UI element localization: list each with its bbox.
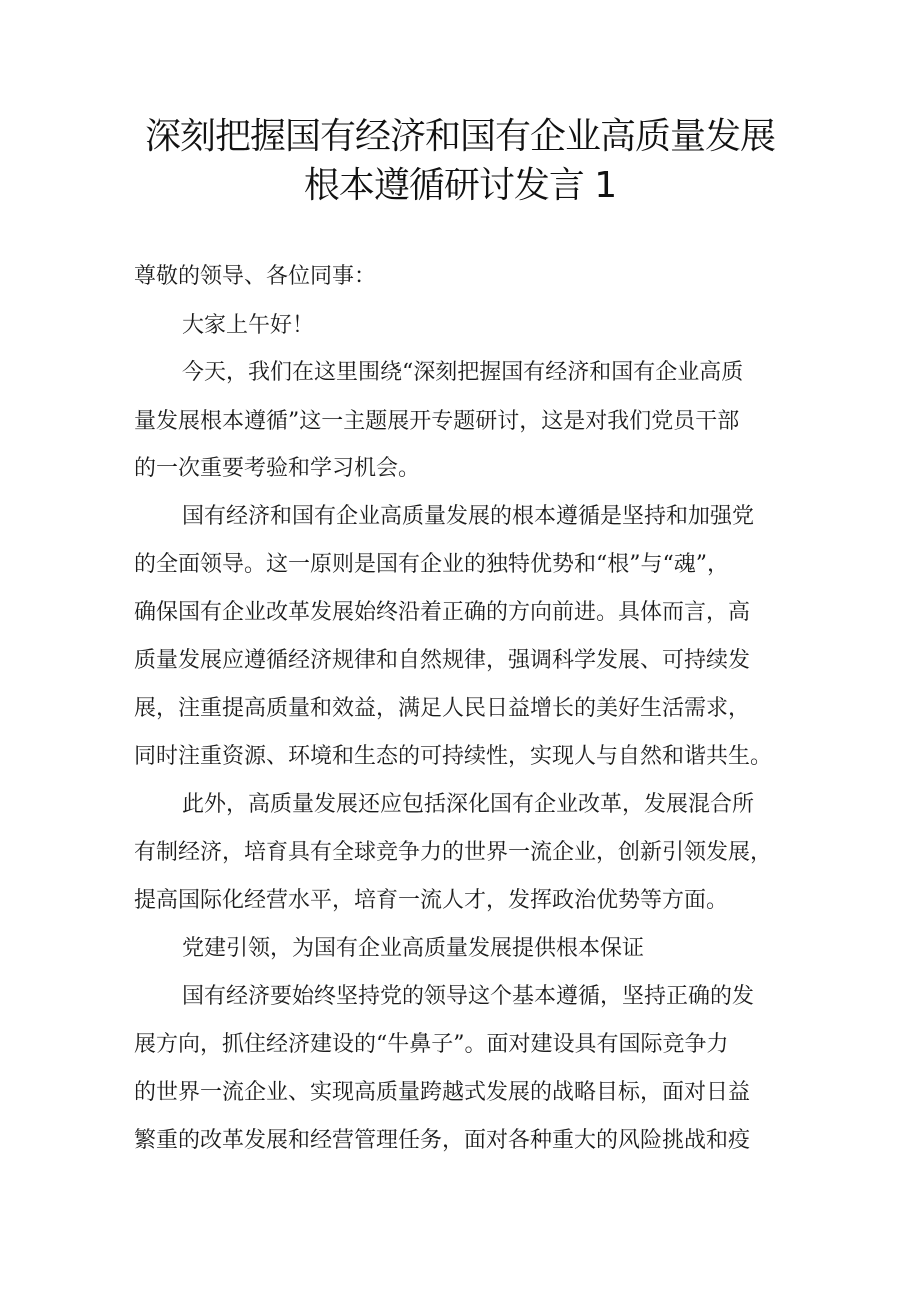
paragraph-line: 展方向，抓住经济建设的“牛鼻子”。面对建设具有国际竞争力 xyxy=(134,1032,729,1057)
paragraph-line: 量发展根本遵循”这一主题展开专题研讨，这是对我们党员干部 xyxy=(134,409,740,434)
paragraph-line: 有制经济，培育具有全球竞争力的世界一流企业，创新引领发展， xyxy=(134,840,773,865)
paragraph-line: 繁重的改革发展和经营管理任务，面对各种重大的风险挑战和疫 xyxy=(134,1128,751,1153)
paragraph-line: 国有经济和国有企业高质量发展的根本遵循是坚持和加强党 xyxy=(182,504,755,529)
paragraph-line: 提高国际化经营水平，培育一流人才，发挥政治优势等方面。 xyxy=(134,888,729,913)
paragraph-line: 今天，我们在这里围绕“深刻把握国有经济和国有企业高质 xyxy=(182,360,744,385)
document-title-line-2: 根本遵循研讨发言 1 xyxy=(303,165,617,206)
paragraph-line: 国有经济要始终坚持党的领导这个基本遵循，坚持正确的发 xyxy=(182,984,755,1009)
paragraph-line: 确保国有企业改革发展始终沿着正确的方向前进。具体而言，高 xyxy=(134,600,751,625)
paragraph-line: 此外，高质量发展还应包括深化国有企业改革，发展混合所 xyxy=(182,792,755,817)
paragraph-line: 质量发展应遵循经济规律和自然规律，强调科学发展、可持续发 xyxy=(134,648,751,673)
paragraph-line: 同时注重资源、环境和生态的可持续性，实现人与自然和谐共生。 xyxy=(134,744,773,769)
paragraph-line: 的世界一流企业、实现高质量跨越式发展的战略目标，面对日益 xyxy=(134,1080,751,1105)
salutation: 尊敬的领导、各位同事： xyxy=(134,264,377,289)
section-heading: 党建引领，为国有企业高质量发展提供根本保证 xyxy=(182,936,645,961)
paragraph-line: 的一次重要考验和学习机会。 xyxy=(134,456,421,481)
greeting: 大家上午好！ xyxy=(182,313,315,338)
paragraph-line: 展，注重提高质量和效益，满足人民日益增长的美好生活需求， xyxy=(134,696,751,721)
document-title-line-1: 深刻把握国有经济和国有企业高质量发展 xyxy=(144,116,775,157)
paragraph-line: 的全面领导。这一原则是国有企业的独特优势和“根”与“魂”， xyxy=(134,552,729,577)
